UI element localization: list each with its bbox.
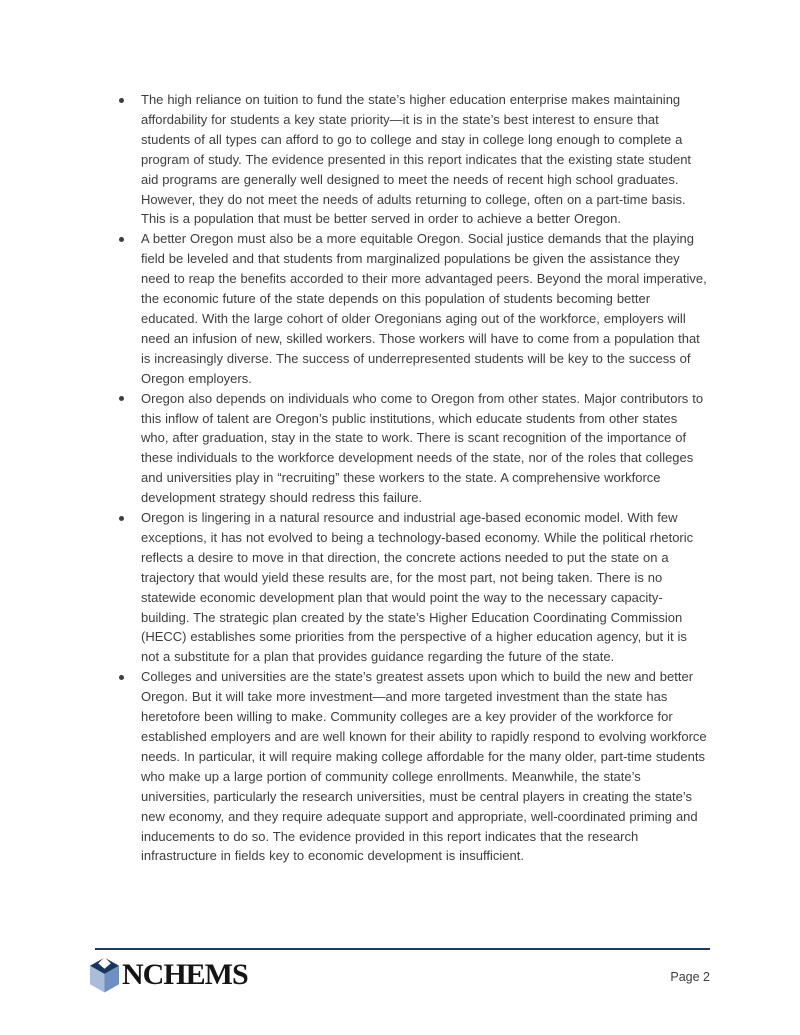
bullet-text: Oregon also depends on individuals who come to Oregon from other states. Major contributors to this inflow of talent are Oregon’s public institutions, which educate students from other states who, after graduation, stay in the state to work. There is scant recognition of the importance of these individuals to the workforce development needs of the state, nor of the roles that colleges and universities play in “recruiting” these workers to the state. A comprehensive workforce development strategy should redress this failure. [141, 390, 704, 506]
nchems-logo [89, 956, 248, 994]
bullet-marker-icon [119, 237, 124, 242]
page-number: Page 2 [670, 970, 710, 984]
bullet-marker-icon [119, 675, 124, 680]
bullet-item [118, 508, 708, 667]
bullet-item [118, 667, 708, 866]
bullet-text: The high reliance on tuition to fund the state’s higher education enterprise makes maintaining affordability for students a key state priority—it is in the state’s best interest to ensure that students of all types can afford to go to college and stay in college long enough to complete a program of study. The evidence presented in this report indicates that the existing state student aid programs are generally well designed to meet the needs of recent high school graduates. However, they do not meet the needs of adults returning to college, often on a part-time basis. This is a population that must be better served in order to achieve a better Oregon. [141, 92, 692, 227]
bullet-marker-icon [119, 396, 124, 401]
bullet-marker-icon [119, 516, 124, 521]
bullet-text: A better Oregon must also be a more equitable Oregon. Social justice demands that the playing field be leveled and that students from marginalized populations be given the assistance they need to reap the benefits accorded to their more advantaged peers. Beyond the moral imperative, the economic future of the state depends on this population of students becoming better educated. With the large cohort of older Oregonians aging out of the workforce, employers will need an infusion of new, skilled workers. Those workers will have to come from a population that is increasingly diverse. The success of underrepresented students will be key to the success of Oregon employers. [141, 231, 707, 386]
cube-logo-icon [89, 956, 120, 994]
bullet-list [118, 90, 708, 866]
bullet-item [118, 90, 708, 229]
bullet-item [118, 229, 708, 388]
logo-wordmark: NCHEMS [122, 958, 248, 991]
bullet-text: Colleges and universities are the state’s greatest assets upon which to build the new and better Oregon. But it will take more investment—and more targeted investment than the state has heretofore been willing to make. Community colleges are a key provider of the workforce for established employers and are well known for their ability to rapidly respond to evolving workforce needs. In particular, it will require making college affordable for the many older, part-time students who make up a large portion of community college enrollments. Meanwhile, the state’s universities, particularly the research universities, must be central players in creating the state’s new economy, and they require adequate support and appropriate, well-coordinated priming and inducements to do so. The evidence provided in this report indicates that the research infrastructure in fields key to economic development is insufficient. [141, 669, 707, 864]
footer-divider [95, 948, 710, 950]
bullet-text: Oregon is lingering in a natural resource and industrial age-based economic model. With few exceptions, it has not evolved to being a technology-based economy. While the political rhetoric reflects a desire to move in that direction, the concrete actions needed to put the state on a trajectory that would yield these results are, for the most part, not being taken. There is no statewide economic development plan that would point the way to the necessary capacity-building. The strategic plan created by the state’s Higher Education Coordinating Commission (HECC) establishes some priorities from the perspective of a higher education agency, but it is not a substitute for a plan that provides guidance regarding the future of the state. [141, 510, 694, 665]
bullet-item [118, 389, 708, 508]
bullet-marker-icon [119, 98, 124, 103]
